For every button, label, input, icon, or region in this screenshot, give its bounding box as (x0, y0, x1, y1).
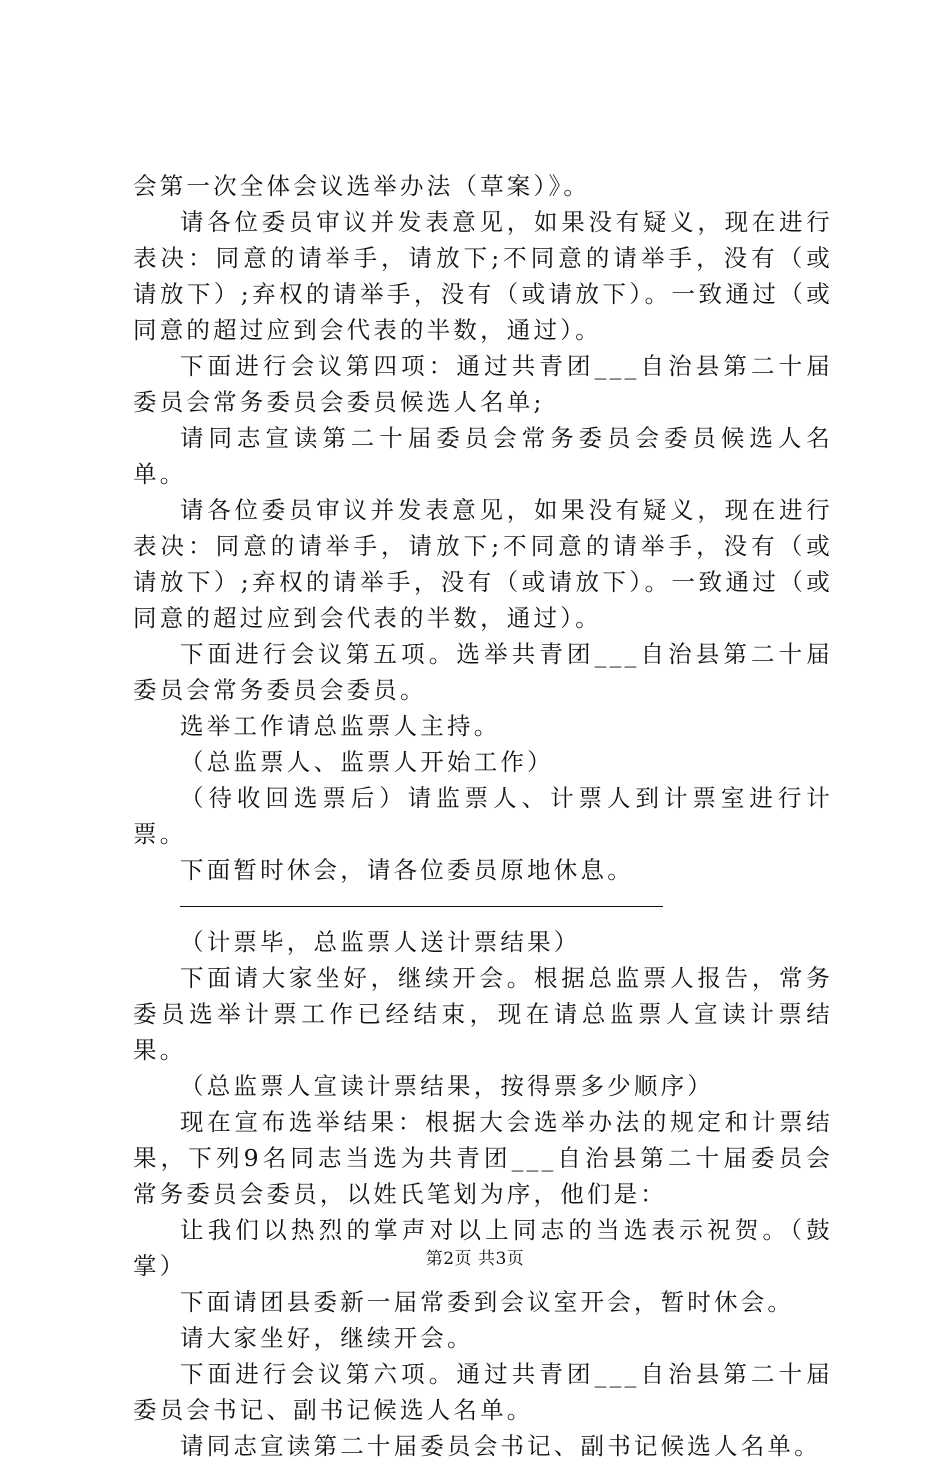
paragraph: 请各位委员审议并发表意见，如果没有疑义，现在进行表决：同意的请举手，请放下;不同意的请举手，没有（或请放下）;弃权的请举手，没有（或请放下）。一致通过（或同意的超过应到会代表的半数，通过）。 (133, 208, 833, 344)
paragraph: 现在宣布选举结果：根据大会选举办法的规定和计票结果，下列9名同志当选为共青团___自治县第二十届委员会常务委员会委员，以姓氏笔划为序，他们是： (133, 1108, 833, 1208)
paragraph: 会第一次全体会议选举办法（草案）》。 (133, 172, 591, 200)
paragraph: 下面进行会议第六项。通过共青团___自治县第二十届委员会书记、副书记候选人名单。 (133, 1360, 833, 1424)
paragraph: （待收回选票后）请监票人、计票人到计票室进行计票。 (133, 784, 833, 848)
document-body (133, 168, 833, 1464)
paragraph: 下面请大家坐好，继续开会。根据总监票人报告，常务委员选举计票工作已经结束，现在请总监票人宣读计票结果。 (133, 964, 833, 1064)
paragraph: 下面请团县委新一届常委到会议室开会，暂时休会。 (180, 1288, 795, 1316)
paragraph: 请同志宣读第二十届委员会书记、副书记候选人名单。 (180, 1432, 821, 1460)
paragraph: 让我们以热烈的掌声对以上同志的当选表示祝贺。（鼓掌） (133, 1216, 833, 1280)
paragraph: （总监票人、监票人开始工作） (180, 748, 554, 776)
paragraph: 请大家坐好，继续开会。 (180, 1324, 474, 1352)
paragraph: 请同志宣读第二十届委员会常务委员会委员候选人名单。 (133, 424, 833, 488)
paragraph: 请各位委员审议并发表意见，如果没有疑义，现在进行表决：同意的请举手，请放下;不同意的请举手，没有（或请放下）;弃权的请举手，没有（或请放下）。一致通过（或同意的超过应到会代表的半数，通过）。 (133, 496, 833, 632)
paragraph: 下面进行会议第四项：通过共青团___自治县第二十届委员会常务委员会委员候选人名单; (133, 352, 833, 416)
page-number-footer: 第2页 共3页 (425, 1249, 525, 1269)
separator-row (133, 888, 833, 924)
horizontal-rule (180, 906, 663, 907)
paragraph: （总监票人宣读计票结果，按得票多少顺序） (180, 1072, 714, 1100)
paragraph: （计票毕，总监票人送计票结果） (180, 928, 581, 956)
paragraph: 下面暂时休会，请各位委员原地休息。 (180, 856, 634, 884)
paragraph: 选举工作请总监票人主持。 (180, 712, 501, 740)
paragraph: 下面进行会议第五项。选举共青团___自治县第二十届委员会常务委员会委员。 (133, 640, 833, 704)
